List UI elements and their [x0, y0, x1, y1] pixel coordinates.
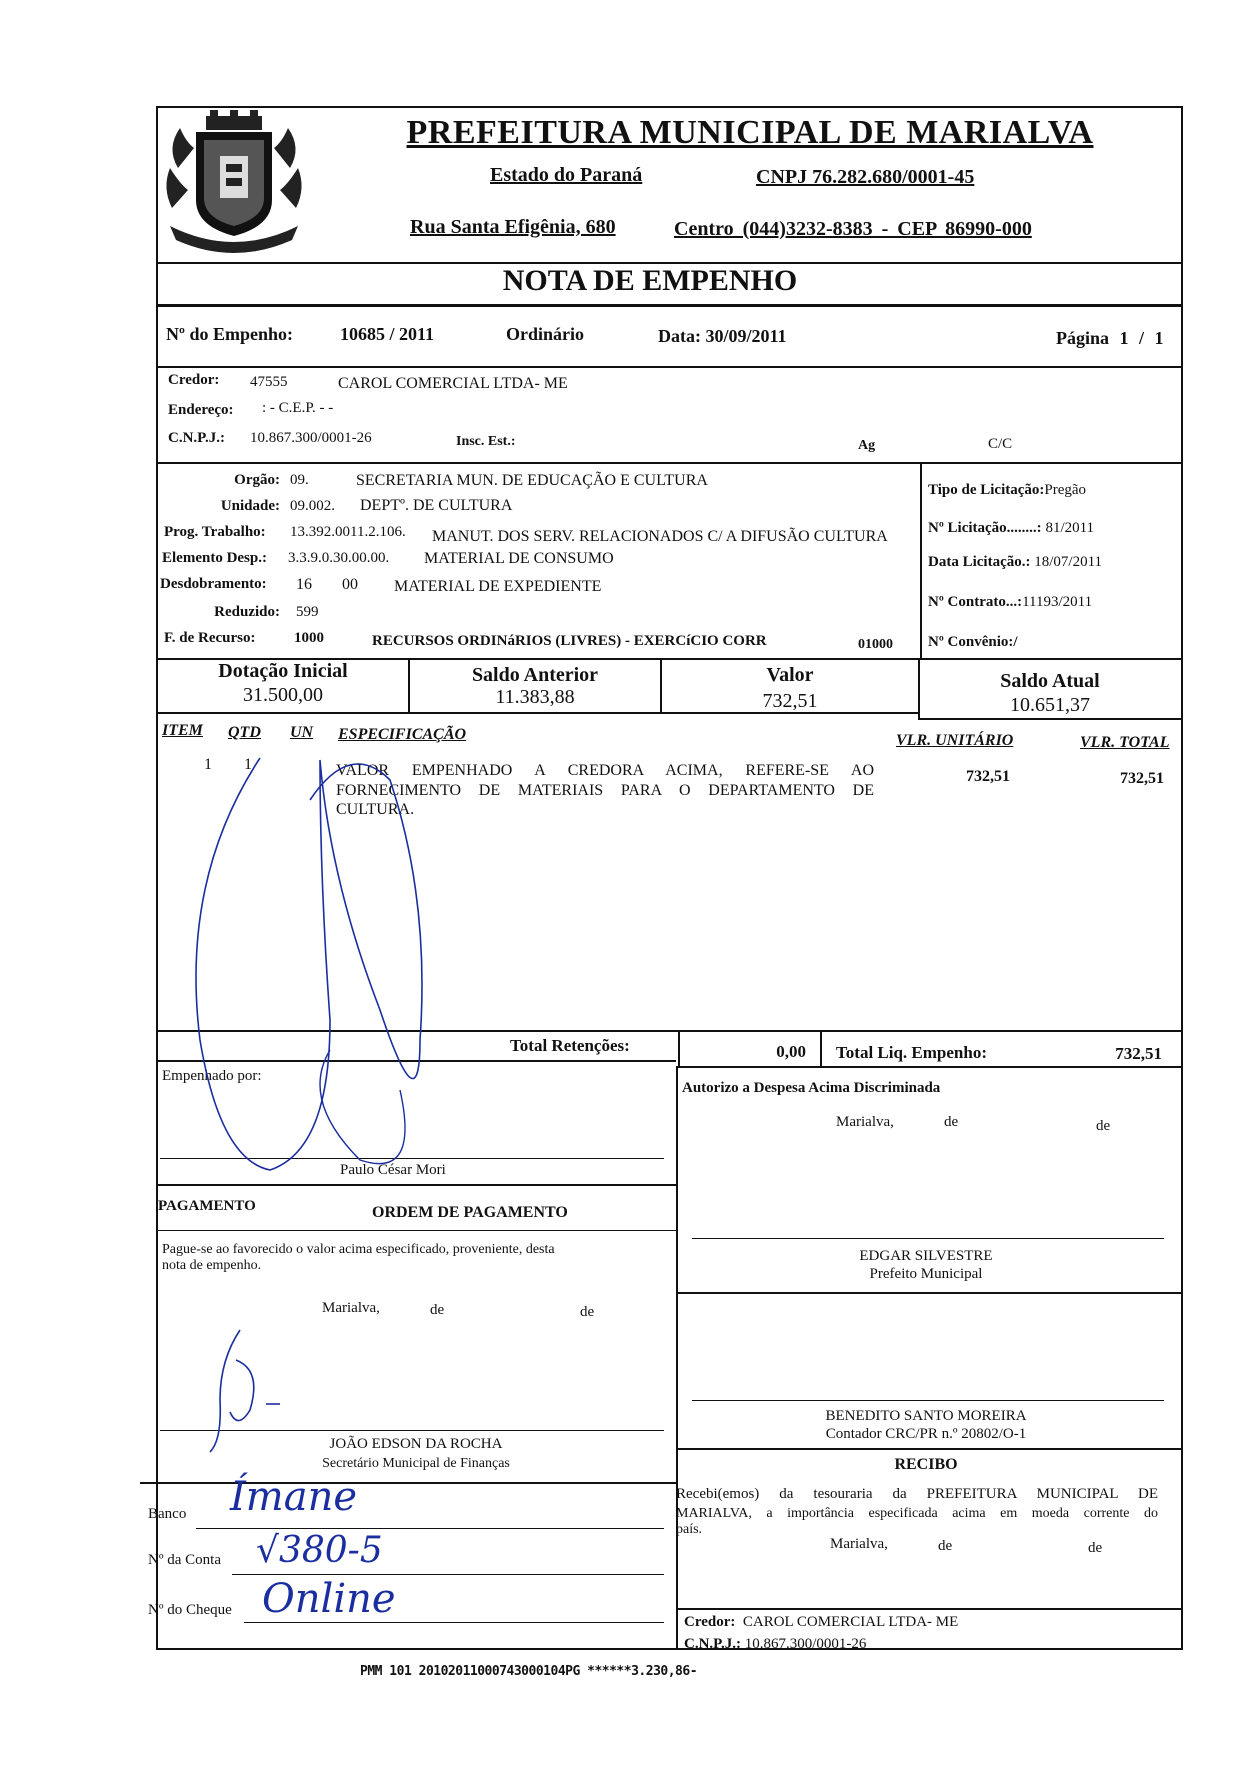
col-un: UN — [290, 724, 314, 741]
insc-est-label: Insc. Est.: — [456, 434, 516, 449]
conta-value: √380-5 — [256, 1530, 383, 1571]
licitacao-tipo: Tipo de Licitação:Pregão — [928, 482, 1087, 498]
recibo-title: RECIBO — [894, 1456, 958, 1473]
cheque-label: Nº do Cheque — [148, 1602, 232, 1618]
licitacao-contrato: Nº Contrato...:11193/2011 — [928, 594, 1093, 610]
prog-trabalho-label: Prog. Trabalho: — [164, 524, 266, 540]
recibo-city: Marialva, — [830, 1536, 888, 1552]
valor-value: 732,51 — [762, 690, 818, 712]
prog-trabalho-desc: MANUT. DOS SERV. RELACIONADOS C/ A DIFUSÃO CULTURA — [432, 528, 888, 545]
item-total-value: 732,51 — [1120, 770, 1164, 787]
recurso-label: F. de Recurso: — [164, 630, 256, 646]
desdobramento-desc: MATERIAL DE EXPEDIENTE — [394, 578, 602, 595]
elemento-code: 3.3.9.0.30.00.00. — [288, 550, 390, 566]
endereco-label: Endereço: — [168, 402, 234, 418]
saldo-anterior-value: 11.383,88 — [495, 686, 575, 708]
banco-value: Ímane — [230, 1474, 358, 1520]
cnpj-value: 10.867.300/0001-26 — [250, 430, 372, 446]
licitacao-data: Data Licitação.: 18/07/2011 — [928, 554, 1103, 570]
col-qtd: QTD — [228, 724, 261, 741]
credor-code: 47555 — [250, 374, 288, 390]
header-cnpj: CNPJ 76.282.680/0001-45 — [756, 166, 975, 188]
header-address: Rua Santa Efigênia, 680 — [410, 216, 616, 238]
prefeito-role: Prefeito Municipal — [869, 1266, 983, 1282]
header-contact: Centro (044)3232-8383 - CEP 86990-000 — [674, 218, 1032, 240]
recibo-text-line2: MARIALVA, a importância especificada acima em moeda corrente do — [676, 1506, 1158, 1521]
unidade-label: Unidade: — [220, 498, 280, 514]
recibo-text-line1: Recebi(emos) da tesouraria da PREFEITURA MUNICIPAL DE — [676, 1486, 1158, 1502]
empenhado-label: Empenhado por: — [162, 1068, 262, 1084]
empenho-number-label: Nº do Empenho: — [166, 324, 293, 344]
prog-trabalho-code: 13.392.0011.2.106. — [290, 524, 406, 540]
item-unit-value: 732,51 — [966, 768, 1010, 785]
endereco-value: : - C.E.P. - - — [262, 400, 334, 416]
contador-role: Contador CRC/PR n.º 20802/O-1 — [825, 1426, 1027, 1442]
pagamento-text-line2: nota de empenho. — [162, 1258, 262, 1273]
autorizo-de1: de — [944, 1114, 959, 1130]
orgao-code: 09. — [290, 472, 309, 488]
desdobramento-code1: 16 — [296, 576, 312, 593]
header-title: PREFEITURA MUNICIPAL DE MARIALVA — [406, 114, 1094, 151]
recibo-cnpj: C.N.P.J.: 10.867.300/0001-26 — [684, 1636, 867, 1652]
reduzido-label: Reduzido: — [214, 604, 280, 620]
banco-label: Banco — [148, 1506, 187, 1522]
autorizo-label: Autorizo a Despesa Acima Discriminada — [682, 1080, 941, 1096]
credor-name: CAROL COMERCIAL LTDA- ME — [338, 375, 568, 392]
elemento-desc: MATERIAL DE CONSUMO — [424, 550, 614, 567]
footer-code: PMM 101 20102011000743000104PG ******3.230,86- — [360, 1664, 698, 1679]
autorizo-city: Marialva, — [836, 1114, 894, 1130]
col-item: ITEM — [162, 722, 203, 739]
elemento-label: Elemento Desp.: — [162, 550, 267, 566]
orgao-desc: SECRETARIA MUN. DE EDUCAÇÃO E CULTURA — [356, 472, 708, 489]
empenho-type: Ordinário — [506, 324, 585, 344]
recibo-credor: Credor: CAROL COMERCIAL LTDA- ME — [684, 1614, 959, 1630]
cheque-value: Online — [262, 1576, 396, 1622]
recurso-desc: RECURSOS ORDINáRIOS (LIVRES) - EXERCíCIO CORR — [372, 633, 767, 649]
prefeito-name: EDGAR SILVESTRE — [859, 1248, 993, 1264]
item-desc-line2: FORNECIMENTO DE MATERIAIS PARA O DEPARTAMENTO DE — [336, 782, 874, 799]
recibo-de2: de — [1088, 1540, 1103, 1556]
desdobramento-label: Desdobramento: — [160, 576, 267, 592]
liq-empenho-label: Total Liq. Empenho: — [836, 1043, 987, 1062]
empenhado-name: Paulo César Mori — [340, 1162, 446, 1178]
retencoes-label: Total Retenções: — [510, 1036, 630, 1055]
ordem-pagamento-title: ORDEM DE PAGAMENTO — [372, 1204, 568, 1221]
credor-label: Credor: — [168, 372, 220, 388]
cnpj-label: C.N.P.J.: — [168, 430, 225, 446]
pagamento-text-line1: Pague-se ao favorecido o valor acima especificado, proveniente, desta — [162, 1242, 555, 1257]
header-state: Estado do Paraná — [490, 164, 643, 186]
saldo-atual-label: Saldo Atual — [1000, 670, 1100, 692]
recurso-code2: 01000 — [858, 637, 893, 652]
recibo-de1: de — [938, 1538, 953, 1554]
unidade-code: 09.002. — [290, 498, 335, 514]
liq-empenho-value: 732,51 — [1115, 1044, 1162, 1063]
empenho-number: 10685 / 2011 — [340, 324, 435, 344]
item-qtd: 1 — [244, 756, 252, 773]
dotacao-inicial-value: 31.500,00 — [243, 684, 323, 706]
item-number: 1 — [204, 756, 212, 773]
recibo-text-line3: país. — [676, 1522, 703, 1537]
licitacao-numero: Nº Licitação........: 81/2011 — [928, 520, 1095, 536]
empenho-date: Data: 30/09/2011 — [658, 326, 787, 346]
licitacao-convenio: Nº Convênio:/ — [928, 634, 1018, 650]
pagamento-de2: de — [580, 1304, 595, 1320]
col-especificacao: ESPECIFICAÇÃO — [338, 726, 467, 743]
secretario-name: JOÃO EDSON DA ROCHA — [329, 1436, 503, 1452]
page-number: Página 1 / 1 — [1056, 328, 1164, 348]
dotacao-inicial-label: Dotação Inicial — [218, 660, 348, 682]
col-vlr-unitario: VLR. UNITÁRIO — [896, 732, 1014, 749]
cc-label: C/C — [988, 436, 1013, 452]
desdobramento-code2: 00 — [342, 576, 358, 593]
item-desc-line1: VALOR EMPENHADO A CREDORA ACIMA, REFERE-SE AO — [336, 762, 874, 779]
conta-label: Nº da Conta — [148, 1552, 221, 1568]
recurso-code: 1000 — [294, 630, 324, 646]
autorizo-de2: de — [1096, 1118, 1111, 1134]
pagamento-de1: de — [430, 1302, 445, 1318]
ag-label: Ag — [858, 438, 876, 453]
orgao-label: Orgão: — [234, 472, 280, 488]
pagamento-title: PAGAMENTO — [158, 1198, 256, 1214]
reduzido-value: 599 — [296, 604, 319, 620]
valor-label: Valor — [766, 664, 814, 686]
col-vlr-total: VLR. TOTAL — [1080, 734, 1170, 751]
secretario-role: Secretário Municipal de Finanças — [322, 1456, 510, 1471]
saldo-anterior-label: Saldo Anterior — [471, 664, 599, 686]
retencoes-value: 0,00 — [776, 1042, 806, 1061]
saldo-atual-value: 10.651,37 — [1010, 694, 1090, 716]
pagamento-city: Marialva, — [322, 1300, 380, 1316]
item-desc-line3: CULTURA. — [336, 801, 415, 818]
document-title: NOTA DE EMPENHO — [502, 264, 798, 297]
unidade-desc: DEPTº. DE CULTURA — [360, 497, 513, 514]
contador-name: BENEDITO SANTO MOREIRA — [825, 1408, 1027, 1424]
